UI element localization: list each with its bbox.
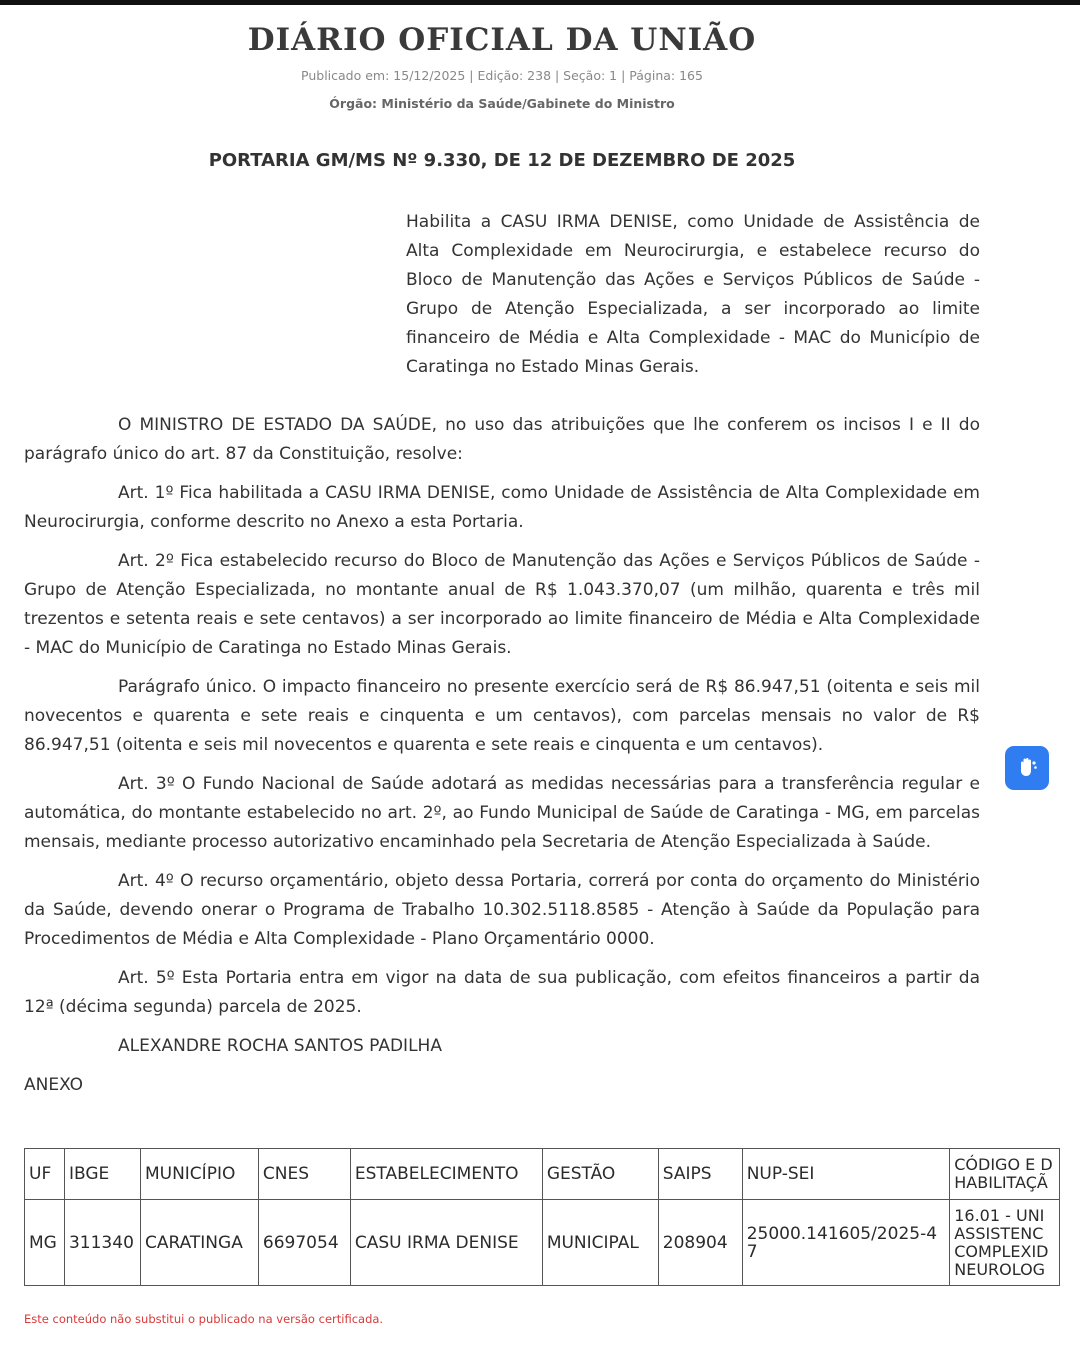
header-nup-sei: NUP-SEI xyxy=(742,1149,950,1200)
cell-ibge: 311340 xyxy=(64,1200,140,1286)
portaria-title: PORTARIA GM/MS Nº 9.330, DE 12 DE DEZEMBRO DE 2025 xyxy=(208,150,796,171)
header-gestao: GESTÃO xyxy=(542,1149,658,1200)
issuing-body: Órgão: Ministério da Saúde/Gabinete do Ministro xyxy=(329,96,675,111)
cell-cnes: 6697054 xyxy=(258,1200,350,1286)
cell-saips: 208904 xyxy=(658,1200,742,1286)
disclaimer: Este conteúdo não substitui o publicado na versão certificada. xyxy=(24,1312,384,1326)
accessibility-hand-icon[interactable] xyxy=(1005,746,1049,790)
article-4: Art. 4º O recurso orçamentário, objeto dessa Portaria, correrá por conta do orçamento do Ministério da Saúde, devendo onerar o Programa de Trabalho 10.302.5118.8585 - Atenção à Saúde da População para Procedimentos de Média e Alta Complexidade - Plano Orçamentário 0000. xyxy=(24,871,980,949)
table-row xyxy=(25,1200,1060,1286)
article-5: Art. 5º Esta Portaria entra em vigor na data de sua publicação, com efeitos financeiros a partir da 12ª (décima segunda) parcela de 2025. xyxy=(24,968,980,1017)
ementa-summary: Habilita a CASU IRMA DENISE, como Unidade de Assistência de Alta Complexidade em Neurocirurgia, e estabelece recurso do Bloco de Manutenção das Ações e Serviços Públicos de Saúde - Grupo de Atenção Especializada, a ser incorporado ao limite financeiro de Média e Alta Complexidade - MAC do Município de Caratinga no Estado Minas Gerais. xyxy=(406,212,980,377)
top-border xyxy=(0,0,1080,5)
header-saips: SAIPS xyxy=(658,1149,742,1200)
header-municipio: MUNICÍPIO xyxy=(140,1149,258,1200)
cell-municipio: CARATINGA xyxy=(140,1200,258,1286)
paragrafo-unico: Parágrafo único. O impacto financeiro no presente exercício será de R$ 86.947,51 (oitenta e seis mil novecentos e quarenta e sete reais e cinquenta e um centavos), com parcelas mensais no valor de R$ 86.947,51 (oitenta e seis mil novecentos e quarenta e sete reais e cinquenta e um centavos). xyxy=(24,677,980,755)
cell-codigo-habilitacao: 16.01 - UNI ASSISTENC COMPLEXID NEUROLOG xyxy=(950,1200,1060,1286)
cell-nup-sei: 25000.141605/2025-47 xyxy=(742,1200,950,1286)
annex-table-container xyxy=(24,1148,1060,1288)
anexo-label: ANEXO xyxy=(24,1075,84,1095)
publication-info: Publicado em: 15/12/2025 | Edição: 238 | Seção: 1 | Página: 165 xyxy=(301,68,703,83)
cell-estabelecimento: CASU IRMA DENISE xyxy=(350,1200,542,1286)
annex-header-row xyxy=(25,1149,1060,1200)
masthead-title: DIÁRIO OFICIAL DA UNIÃO xyxy=(247,22,757,58)
annex-table xyxy=(24,1148,1060,1286)
accessibility-hand-glyph xyxy=(1014,755,1040,781)
article-3: Art. 3º O Fundo Nacional de Saúde adotará as medidas necessárias para a transferência regular e automática, do montante estabelecido no art. 2º, ao Fundo Municipal de Saúde de Caratinga - MG, em parcelas mensais, mediante processo autorizativo encaminhado pela Secretaria de Atenção Especializada à Saúde. xyxy=(24,774,980,852)
header-ibge: IBGE xyxy=(64,1149,140,1200)
header-estabelecimento: ESTABELECIMENTO xyxy=(350,1149,542,1200)
document-body xyxy=(24,411,980,1110)
preamble: O MINISTRO DE ESTADO DA SAÚDE, no uso das atribuições que lhe conferem os incisos I e II do parágrafo único do art. 87 da Constituição, resolve: xyxy=(24,415,980,464)
article-2: Art. 2º Fica estabelecido recurso do Bloco de Manutenção das Ações e Serviços Públicos de Saúde - Grupo de Atenção Especializada, no montante anual de R$ 1.043.370,07 (um milhão, quarenta e três mil trezentos e setenta reais e sete centavos) a ser incorporado ao limite financeiro de Média e Alta Complexidade - MAC do Município de Caratinga no Estado Minas Gerais. xyxy=(24,551,980,658)
header-cnes: CNES xyxy=(258,1149,350,1200)
signature: ALEXANDRE ROCHA SANTOS PADILHA xyxy=(118,1036,442,1056)
cell-uf: MG xyxy=(25,1200,65,1286)
header-uf: UF xyxy=(25,1149,65,1200)
header-codigo-habilitacao: CÓDIGO E D HABILITAÇÃ xyxy=(950,1149,1060,1200)
article-1: Art. 1º Fica habilitada a CASU IRMA DENISE, como Unidade de Assistência de Alta Complexidade em Neurocirurgia, conforme descrito no Anexo a esta Portaria. xyxy=(24,483,980,532)
cell-gestao: MUNICIPAL xyxy=(542,1200,658,1286)
